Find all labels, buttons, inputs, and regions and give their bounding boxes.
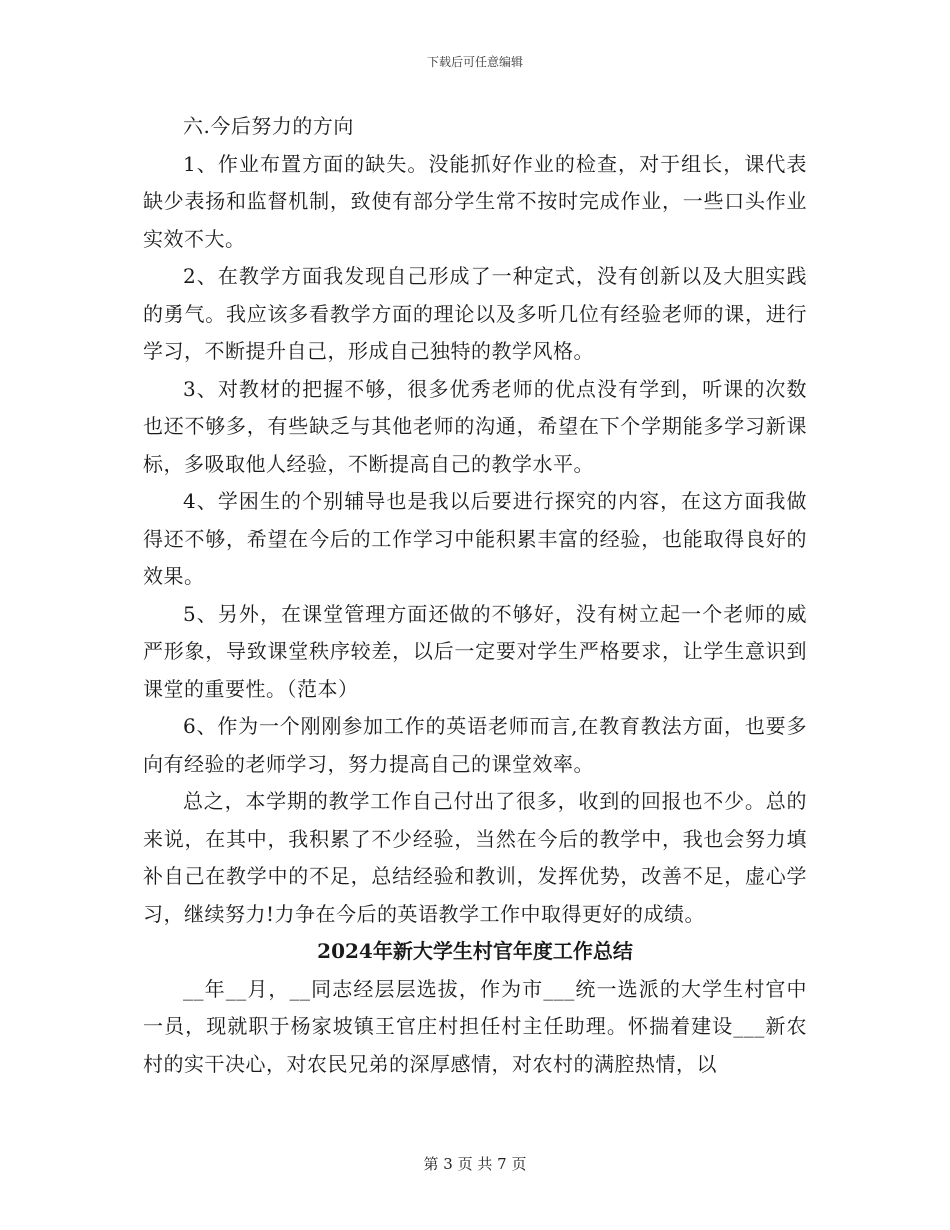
paragraph-3: 3、对教材的把握不够，很多优秀老师的优点没有学到，听课的次数也还不够多，有些缺乏与其他老师的沟通，希望在下个学期能多学习新课标，多吸取他人经验，不断提高自己的教学水平。 [143,376,807,476]
page-footer: 第 3 页 共 7 页 [423,1155,527,1173]
page-header: 下载后可任意编辑 [426,55,523,69]
section-heading: 六.今后努力的方向 [183,114,354,138]
paragraph-5: 5、另外，在课堂管理方面还做的不够好，没有树立起一个老师的威严形象，导致课堂秩序较差，以后一定要对学生严格要求，让学生意识到课堂的重要性。（范本） [143,601,807,701]
paragraph-summary: 总之，本学期的教学工作自己付出了很多，收到的回报也不少。总的来说，在其中，我积累了不少经验，当然在今后的教学中，我也会努力填补自己在教学中的不足，总结经验和教训，发挥优势，改善不足，虚心学习，继续努力!力争在今后的英语教学工作中取得更好的成绩。 [143,789,807,926]
paragraph-2: 2、在教学方面我发现自己形成了一种定式，没有创新以及大胆实践的勇气。我应该多看教学方面的理论以及多听几位有经验老师的课，进行学习，不断提升自己，形成自己独特的教学风格。 [143,264,807,363]
article-title: 2024年新大学生村官年度工作总结 [317,939,633,963]
article-first-paragraph: __年__月，__同志经层层选拔，作为市___统一选派的大学生村官中一员，现就职于杨家坡镇王官庄村担任村主任助理。怀揣着建设___新农村的实干决心，对农民兄弟的深厚感情，对农村的满腔热情，以 [143,976,807,1076]
paragraph-6: 6、作为一个刚刚参加工作的英语老师而言,在教育教法方面，也要多向有经验的老师学习，努力提高自己的课堂效率。 [143,714,807,776]
paragraph-4: 4、学困生的个别辅导也是我以后要进行探究的内容，在这方面我做得还不够，希望在今后的工作学习中能积累丰富的经验，也能取得良好的效果。 [143,489,807,588]
paragraph-1: 1、作业布置方面的缺失。没能抓好作业的检查，对于组长，课代表缺少表扬和监督机制，致使有部分学生常不按时完成作业，一些口头作业实效不大。 [143,151,807,251]
document-body [143,108,807,1083]
